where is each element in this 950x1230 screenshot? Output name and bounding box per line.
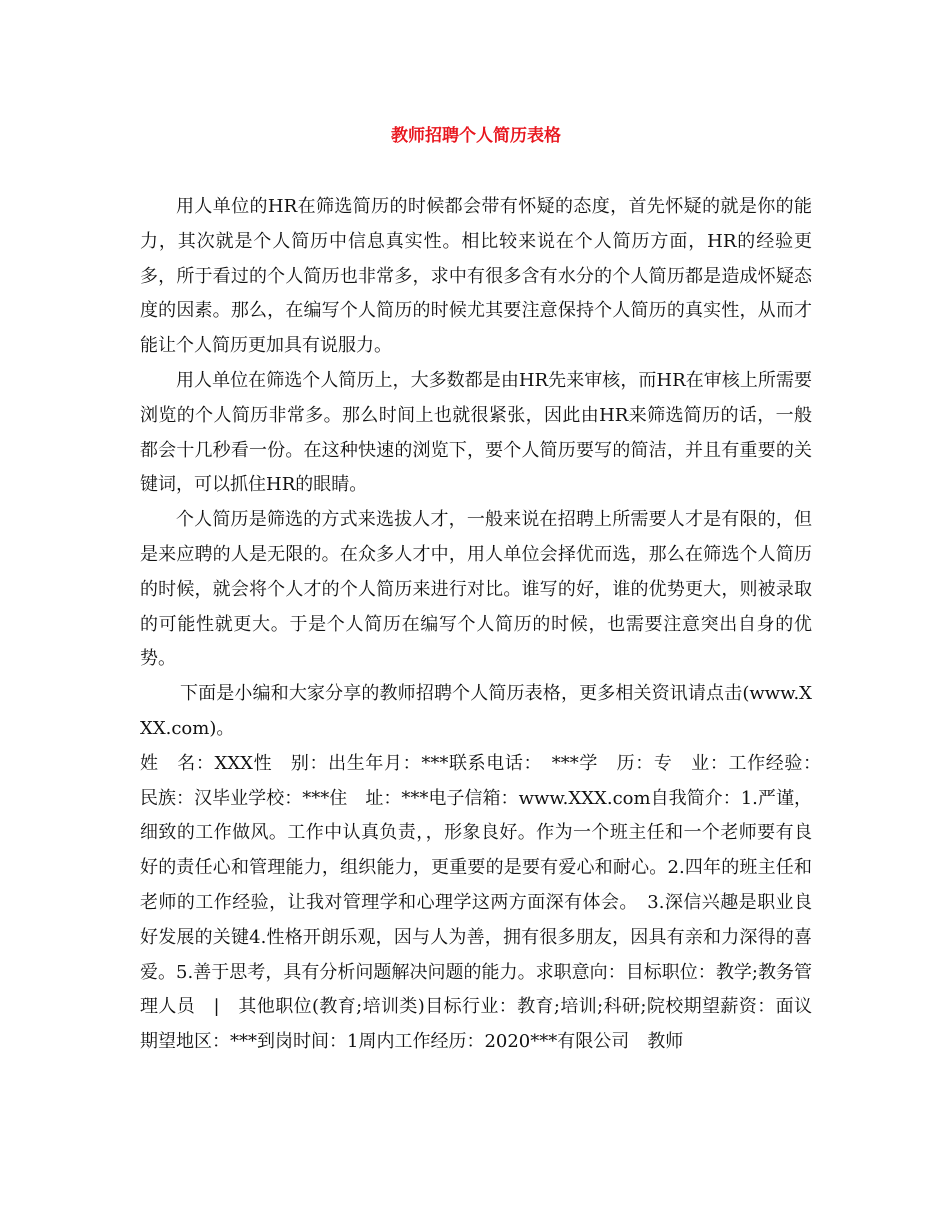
paragraph-resume-details: 姓 名：XXX性 别：出生年月：***联系电话： ***学 历：专 业：工作经验： 民族：汉毕业学校：***住 址：***电子信箱：www.XXX.com自我简介：1.严谨，细致的工作做风。工作中认真负责，，形象良好。作为一个班主任和一个老师要有良好的责任心和管理能力，组织能力，更重要的是要有爱心和耐心。2.四年的班主任和老师的工作经验，让我对管理学和心理学这两方面深有体会。 3.深信兴趣是职业良好发展的关键4.性格开朗乐观，因与人为善，拥有很多朋友，因具有亲和力深得的喜爱。5.善于思考，具有分析问题解决问题的能力。求职意向：目标职位：教学;教务管理人员 | 其他职位(教育;培训类)目标行业：教育;培训;科研;院校期望薪资：面议期望地区：***到岗时间：1周内工作经历：2020***有限公司 教师 [140, 752, 830, 1053]
paragraph-hr-review: 用人单位在筛选个人简历上，大多数都是由HR先来审核，而HR在审核上所需要浏览的个人简历非常多。那么时间上也就很紧张，因此由HR来筛选简历的话，一般都会十几秒看一份。在这种快速的浏览下，要个人简历要写的简洁，并且有重要的关键词，可以抓住HR的眼睛。 [140, 369, 812, 496]
paragraph-share-intro: 下面是小编和大家分享的教师招聘个人简历表格，更多相关资讯请点击(www.XXX.com)。 [140, 683, 812, 739]
paragraph-selection: 个人简历是筛选的方式来选拔人才，一般来说在招聘上所需要人才是有限的，但是来应聘的人是无限的。在众多人才中，用人单位会择优而选，那么在筛选个人简历的时候，就会将个人才的个人简历来进行对比。谁写的好，谁的优势更大，则被录取的可能性就更大。于是个人简历在编写个人简历的时候，也需要注意突出自身的优势。 [140, 509, 812, 670]
document-title: 教师招聘个人简历表格 [391, 126, 561, 146]
document-body [140, 190, 830, 1060]
paragraph-hr-screening: 用人单位的HR在筛选简历的时候都会带有怀疑的态度，首先怀疑的就是你的能力，其次就是个人简历中信息真实性。相比较来说在个人简历方面，HR的经验更多，所于看过的个人简历也非常多，求中有很多含有水分的个人简历都是造成怀疑态度的因素。那么，在编写个人简历的时候尤其要注意保持个人简历的真实性，从而才能让个人简历更加具有说服力。 [140, 196, 812, 357]
